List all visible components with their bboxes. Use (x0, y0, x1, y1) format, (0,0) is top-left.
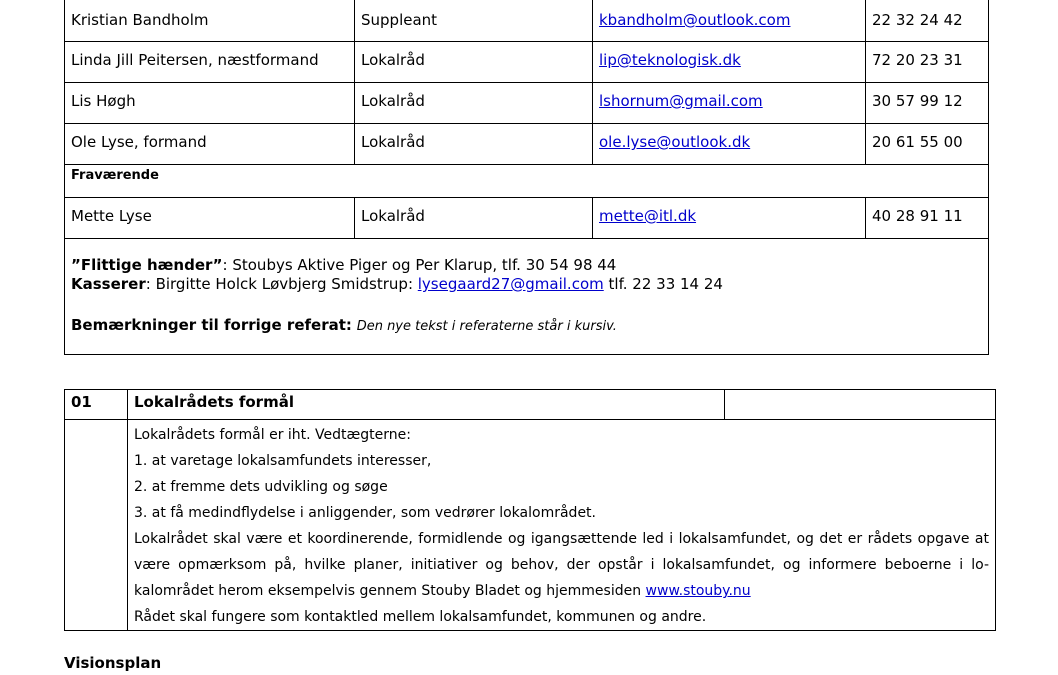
treasurer-text: : Birgitte Holck Løvbjerg Smidstrup: (145, 275, 418, 293)
member-email (593, 42, 866, 83)
members-table (64, 0, 989, 355)
member-name: Lis Høgh (65, 83, 355, 124)
member-email-link[interactable]: lip@teknologisk.dk (599, 51, 741, 69)
agenda-table (64, 389, 996, 631)
member-role: Lokalråd (355, 42, 593, 83)
member-phone: 40 28 91 11 (866, 198, 989, 239)
helpers-line (71, 256, 982, 275)
member-email (593, 198, 866, 239)
member-email-link[interactable]: mette@itl.dk (599, 207, 697, 225)
member-row (65, 42, 989, 83)
remarks-text: Den nye tekst i referaterne står i kursiv. (356, 319, 617, 334)
member-email-link[interactable]: ole.lyse@outlook.dk (599, 133, 751, 151)
member-phone: 22 32 24 42 (866, 0, 989, 42)
member-name: Kristian Bandholm (65, 0, 355, 42)
member-email-link[interactable]: lshornum@gmail.com (599, 92, 763, 110)
agenda-line: Lokalrådets formål er iht. Vedtægterne: (134, 427, 411, 443)
agenda-number-cell (65, 390, 128, 420)
member-row (65, 83, 989, 124)
member-row (65, 0, 989, 42)
remarks-label: Bemærkninger til forrige referat: (71, 316, 352, 334)
member-role: Suppleant (355, 0, 593, 42)
member-row (65, 124, 989, 165)
agenda-header-row (65, 390, 996, 420)
member-name: Linda Jill Peitersen, næstformand (65, 42, 355, 83)
helpers-label: ”Flittige hænder” (71, 256, 223, 274)
agenda-line: 2. at fremme dets udvikling og søge (134, 479, 388, 495)
member-role: Lokalråd (355, 124, 593, 165)
treasurer-email-link[interactable]: lysegaard27@gmail.com (417, 275, 604, 293)
member-role: Lokalråd (355, 198, 593, 239)
member-email-link[interactable]: kbandholm@outlook.com (599, 11, 791, 29)
website-link[interactable]: www.stouby.nu (645, 583, 751, 599)
treasurer-phone: tlf. 22 33 14 24 (603, 275, 723, 293)
agenda-title-cell (128, 390, 725, 420)
member-email (593, 83, 866, 124)
treasurer-label: Kasserer (71, 275, 146, 293)
notes-row (65, 239, 989, 355)
agenda-last-line: Rådet skal fungere som kontaktled mellem lokalsamfundet, kommunen og andre. (134, 609, 707, 625)
remarks-line (71, 316, 982, 336)
member-email (593, 124, 866, 165)
helpers-text: : Stoubys Aktive Piger og Per Klarup, tlf. 30 54 98 44 (222, 256, 617, 274)
treasurer-line (71, 275, 982, 294)
member-phone: 20 61 55 00 (866, 124, 989, 165)
agenda-title: Lokalrådets formål (134, 393, 294, 411)
absent-member-row (65, 198, 989, 239)
member-phone: 30 57 99 12 (866, 83, 989, 124)
agenda-number: 01 (71, 393, 92, 411)
agenda-paragraph-text: Lokalrådet skal være et koordinerende, formidlende og igangsættende led i lokalsamfundet, og det er rådets opgave at være opmærksom på, hvilke planer, initiativer og behov, der opstår i lokalsamfundet, og informere beboerne i lo-kalområdet herom eksempelvis gennem Stouby Bladet og hjemmesiden (134, 531, 989, 599)
agenda-body-row (65, 420, 996, 631)
absent-header-row (65, 165, 989, 198)
absent-label: Fraværende (65, 165, 989, 198)
agenda-line: 3. at få medindflydelse i anliggender, som vedrører lokalområdet. (134, 505, 596, 521)
agenda-line: 1. at varetage lokalsamfundets interesser, (134, 453, 432, 469)
agenda-paragraph (134, 526, 989, 604)
member-email (593, 0, 866, 42)
agenda-body (128, 420, 996, 631)
member-role: Lokalråd (355, 83, 593, 124)
member-name: Ole Lyse, formand (65, 124, 355, 165)
agenda-empty-cell (725, 390, 996, 420)
member-name: Mette Lyse (65, 198, 355, 239)
vision-heading: Visionsplan (64, 654, 162, 672)
member-phone: 72 20 23 31 (866, 42, 989, 83)
notes-cell (65, 239, 989, 355)
agenda-body-margin (65, 420, 128, 631)
